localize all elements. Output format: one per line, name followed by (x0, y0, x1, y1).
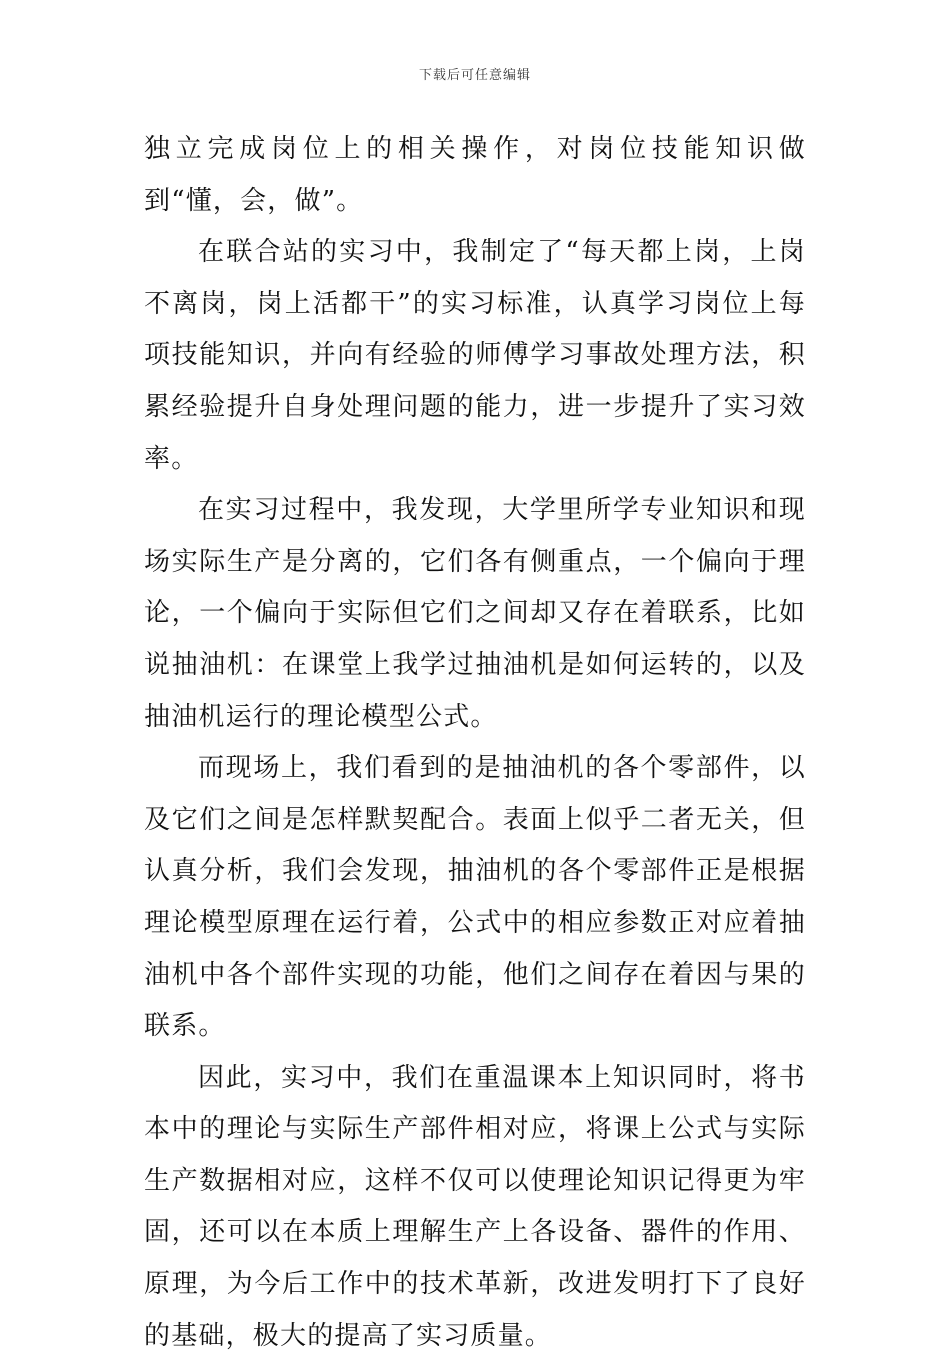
paragraph: 在实习过程中，我发现，大学里所学专业知识和现场实际生产是分离的，它们各有侧重点，一个偏向于理论，一个偏向于实际但它们之间却又存在着联系，比如说抽油机：在课堂上我学过抽油机是如何运转的，以及抽油机运行的理论模型公式。 (144, 495, 806, 732)
document-body (144, 124, 806, 1362)
paragraph: 在联合站的实习中，我制定了“每天都上岗，上岗不离岗，岗上活都干”的实习标准，认真学习岗位上每项技能知识，并向有经验的师傅学习事故处理方法，积累经验提升自身处理问题的能力，进一步提升了实习效率。 (144, 237, 806, 474)
page-header: 下载后可任意编辑 (418, 68, 531, 83)
paragraph: 独立完成岗位上的相关操作，对岗位技能知识做到“懂，会，做”。 (144, 134, 806, 216)
paragraph: 因此，实习中，我们在重温课本上知识同时，将书本中的理论与实际生产部件相对应，将课上公式与实际生产数据相对应，这样不仅可以使理论知识记得更为牢固，还可以在本质上理解生产上各设备、器件的作用、原理，为今后工作中的技术革新，改进发明打下了良好的基础，极大的提高了实习质量。 (144, 1062, 806, 1351)
paragraph: 而现场上，我们看到的是抽油机的各个零部件，以及它们之间是怎样默契配合。表面上似乎二者无关，但认真分析，我们会发现，抽油机的各个零部件正是根据理论模型原理在运行着，公式中的相应参数正对应着抽油机中各个部件实现的功能，他们之间存在着因与果的联系。 (144, 753, 806, 1042)
